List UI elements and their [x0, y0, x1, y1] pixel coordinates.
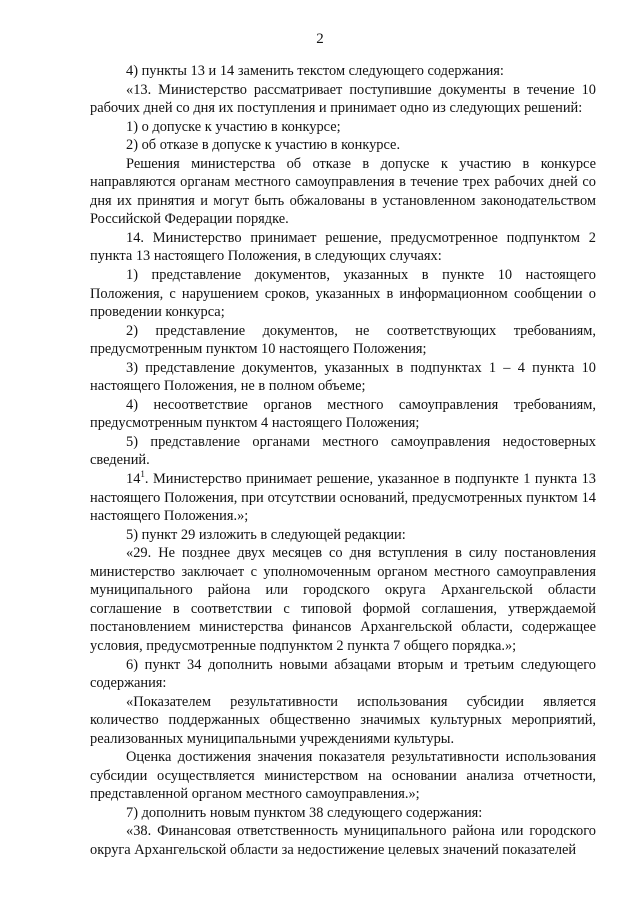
- paragraph-point-29: «29. Не позднее двух месяцев со дня вступления в силу постановления министерство заключает с уполномоченным органом местного самоуправления муниципального района или городского округа Архангельской области соглашение в соответствии с типовой формой соглашения, утверждаемой постановлением министерства финансов Архангельской области, содержащее условия, предусмотренные подпунктом 2 пункта 7 общего порядка.»;: [90, 545, 596, 654]
- paragraph-case-3: 3) представление документов, указанных в подпунктах 1 – 4 пункта 10 настоящего Положения, не в полном объеме;: [90, 359, 596, 395]
- paragraph-subitem-2: 2) об отказе в допуске к участию в конкурсе.: [126, 137, 401, 154]
- paragraph-subitem-1: 1) о допуске к участию в конкурсе;: [126, 118, 341, 135]
- paragraph-item-7: 7) дополнить новым пунктом 38 следующего содержания:: [126, 804, 483, 821]
- paragraph-point-14-1: [90, 470, 596, 526]
- paragraph-point-14: 14. Министерство принимает решение, предусмотренное подпунктом 2 пункта 13 настоящего Положения, в следующих случаях:: [90, 229, 596, 265]
- paragraph-case-1: 1) представление документов, указанных в пункте 10 настоящего Положения, с нарушением сроков, указанных в информационном сообщении о проведении конкурса;: [90, 267, 596, 321]
- point-superscript: 1: [140, 469, 145, 480]
- paragraph-case-4: 4) несоответствие органов местного самоуправления требованиям, предусмотренным пунктом 4 настоящего Положения;: [90, 396, 596, 432]
- paragraph-case-2: 2) представление документов, не соответствующих требованиям, предусмотренным пунктом 10 настоящего Положения;: [90, 322, 596, 358]
- paragraph-case-5: 5) представление органами местного самоуправления недостоверных сведений.: [90, 433, 596, 469]
- paragraph-item-6: 6) пункт 34 дополнить новыми абзацами вторым и третьим следующего содержания:: [90, 656, 596, 692]
- point-text: . Министерство принимает решение, указанное в подпункте 1 пункта 13 настоящего Положения, при отсутствии оснований, предусмотренных пунктом 14 настоящего Положения.»;: [90, 471, 596, 525]
- page-number: 2: [316, 31, 324, 47]
- paragraph-item-4: 4) пункты 13 и 14 заменить текстом следующего содержания:: [126, 63, 504, 79]
- paragraph-indicator: «Показателем результативности использования субсидии является количество поддержанных общественно значимых культурных мероприятий, реализованных муниципальными учреждениями культуры.: [90, 693, 596, 747]
- paragraph-evaluation: Оценка достижения значения показателя результативности использования субсидии осуществляется министерством на основании анализа отчетности, представленной органом местного самоуправления.»;: [90, 749, 596, 803]
- point-number: 14: [126, 471, 141, 488]
- paragraph-refusal-decisions: Решения министерства об отказе в допуске к участию в конкурсе направляются органам местного самоуправления в течение трех рабочих дней со дня их принятия и могут быть обжалованы в установленном законодательством Российской Федерации порядке.: [90, 155, 596, 228]
- paragraph-point-13: «13. Министерство рассматривает поступившие документы в течение 10 рабочих дней со дня их поступления и принимает одно из следующих решений:: [90, 81, 596, 117]
- paragraph-point-38: «38. Финансовая ответственность муниципального района или городского округа Архангельской области за недостижение целевых значений показателей: [90, 823, 596, 858]
- paragraph-item-5: 5) пункт 29 изложить в следующей редакции:: [126, 526, 406, 543]
- document-body: [90, 62, 596, 860]
